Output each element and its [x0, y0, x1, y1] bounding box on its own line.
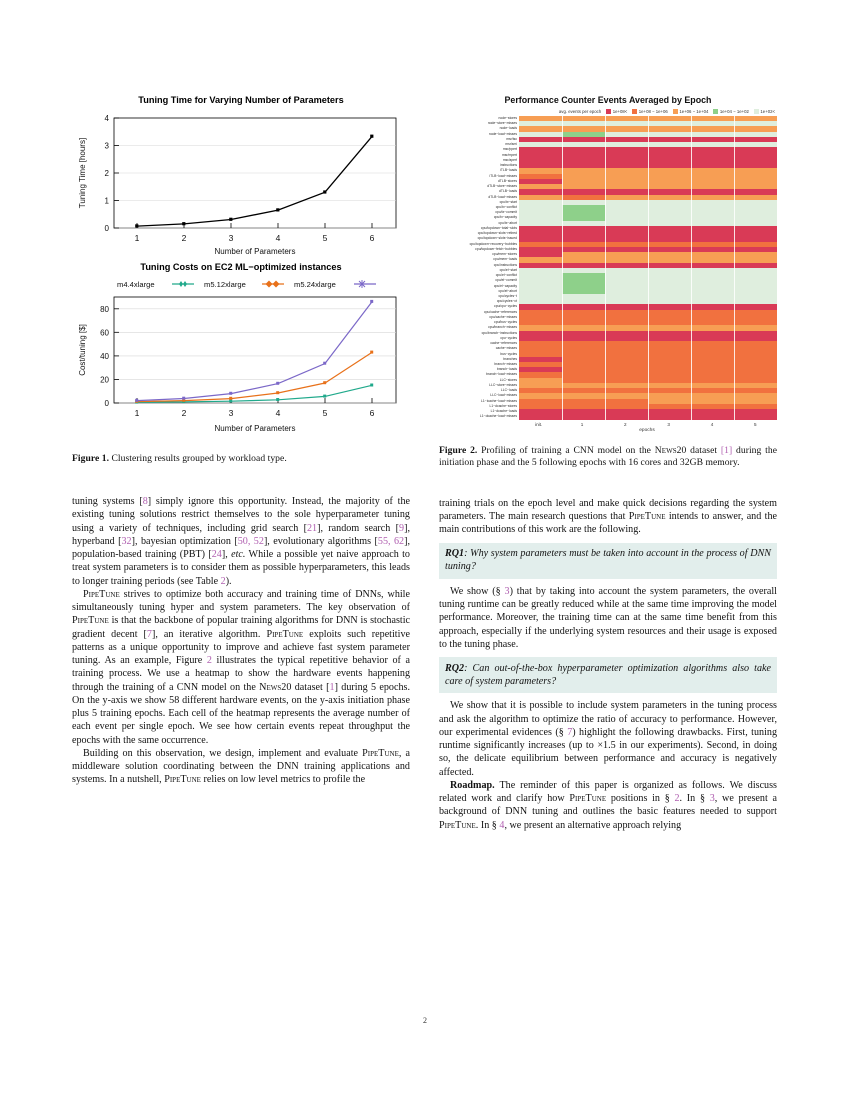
- svg-text:4: 4: [104, 114, 109, 123]
- heatmap-row-label: cpu/tx−start: [499, 199, 517, 204]
- paragraph-right-4: Roadmap. The reminder of this paper is organized as follows. We discuss related work and clarify how PipeTune positions in § 2. In § 3, we present a background of DNN tuning and outlines the basic features needed to support PipeTune. In § 4, we present an alternative approach relying: [439, 779, 777, 831]
- svg-text:40: 40: [100, 351, 109, 361]
- heatmap-row-label: cpu/el−conflict: [495, 273, 517, 278]
- figure-2-caption-citation: [1]: [720, 444, 733, 456]
- heatmap-row-label: L1−dcache−stores: [489, 403, 517, 408]
- heatmap-column-divider: [691, 116, 692, 420]
- svg-text:6: 6: [369, 408, 375, 418]
- heatmap-row-label: cpu/el−capacity: [493, 283, 517, 288]
- heatmap-row-label: cpu/cycles−ct: [496, 299, 517, 304]
- heatmap-row-label: cpu/topdown−total−slots: [480, 225, 517, 230]
- chart2-xlabel: Number of Parameters: [214, 424, 296, 433]
- heatmap-row-label: LLC−stores: [499, 377, 517, 382]
- heatmap-legend: [439, 109, 777, 114]
- chart2-legend-label-1: m5.12xlarge: [204, 280, 246, 289]
- rq1-label: RQ1: [445, 548, 465, 560]
- svg-text:0: 0: [104, 224, 109, 233]
- svg-text:2: 2: [181, 233, 187, 243]
- heatmap-row-label: cache−references: [490, 341, 517, 346]
- figure-2-caption-text-2: dataset: [686, 444, 721, 456]
- heatmap-row-label: node−load−misses: [488, 131, 517, 136]
- svg-text:4: 4: [275, 408, 281, 418]
- left-column: [72, 95, 410, 832]
- svg-text:5: 5: [322, 408, 328, 418]
- heatmap-row-label: LLC−load−misses: [490, 393, 517, 398]
- figure-1-caption: [72, 453, 410, 465]
- heatmap-row-label: cpu/tx−abort: [498, 220, 517, 225]
- svg-text:80: 80: [100, 304, 109, 314]
- paragraph-right-1: training trials on the epoch level and make quick decisions regarding the system parameters. The main research questions that PipeTune intends to answer, and the main contributions of this work are the following.: [439, 497, 777, 536]
- legend-swatch-icon: [606, 109, 611, 114]
- heatmap-row-label: cpu/instructions: [493, 262, 517, 267]
- figure-2: [439, 95, 777, 469]
- figure-1: [72, 95, 410, 465]
- heatmap-row-label: L1−dcache−loads: [490, 409, 517, 414]
- heatmap-column-divider: [562, 116, 563, 420]
- svg-text:60: 60: [100, 328, 109, 338]
- heatmap-row-label: msr/tsc: [506, 136, 517, 141]
- heatmap-row-label: branch−misses: [494, 362, 517, 367]
- svg-text:3: 3: [228, 408, 234, 418]
- heatmap-row-label: cpu/cache−misses: [489, 314, 517, 319]
- heatmap-row-label: node−store−misses: [487, 121, 517, 126]
- rq1-text: : Why system parameters must be taken into account in the process of DNN tuning?: [445, 548, 771, 573]
- chart1-xlabel: Number of Parameters: [214, 247, 296, 256]
- heatmap-title: Performance Counter Events Averaged by Epoch: [504, 95, 712, 105]
- right-column: [439, 95, 777, 832]
- figure-1-caption-label: Figure 1.: [72, 453, 110, 464]
- figure-1-caption-text: Clustering results grouped by workload type.: [109, 453, 287, 464]
- chart1-title: Tuning Time for Varying Number of Parameters: [138, 95, 344, 105]
- rq2-label: RQ2: [445, 662, 465, 674]
- heatmap-row-label: node−stores: [498, 116, 517, 120]
- svg-text:3: 3: [104, 141, 109, 151]
- roadmap-label: Roadmap.: [450, 779, 495, 791]
- heatmap-y-axis-labels: [439, 116, 519, 420]
- svg-text:2: 2: [104, 169, 109, 178]
- legend-item-label: 1e+04 − 1e+02: [719, 109, 749, 114]
- heatmap-row-label: cpu/topdown−slots−retired: [477, 231, 517, 236]
- heatmap-column-divider: [648, 116, 649, 420]
- svg-text:20: 20: [100, 375, 109, 385]
- heatmap-row-label: cpu/topdown−fetch−bubbles: [475, 246, 517, 251]
- page-number: 2: [423, 1016, 427, 1025]
- heatmap-row-label: branch−load−misses: [486, 372, 517, 377]
- heatmap-row-label: branch−loads: [496, 367, 517, 372]
- heatmap-x-tick: 5: [754, 421, 757, 427]
- heatmap-row-label: LLC−store−misses: [489, 382, 517, 387]
- heatmap-xlabel: epochs: [639, 427, 655, 433]
- heatmap-x-tick: 4: [710, 421, 714, 427]
- heatmap-legend-item-3: [713, 109, 749, 114]
- heatmap-row-label: iTLB−loads: [500, 168, 517, 173]
- heatmap-row-label: msr/ppert: [502, 147, 517, 152]
- heatmap-column-divider: [605, 116, 606, 420]
- heatmap-row-label: cpu/tx−commit: [495, 210, 517, 215]
- heatmap-row-label: cpu/el−commit: [495, 278, 517, 283]
- heatmap-row-label: cpu/topdown−recovery−bubbles: [469, 241, 517, 246]
- legend-item-label: 1e+02<: [760, 109, 775, 114]
- heatmap-row-label: cpu/mem−loads: [493, 257, 517, 262]
- heatmap-row-label: L1−dcache−load−misses: [479, 414, 517, 419]
- chart2-svg: [72, 275, 410, 440]
- heatmap-row-label: cache−misses: [495, 346, 517, 351]
- chart2-ylabel: Cost/tuning [$]: [78, 324, 87, 376]
- heatmap-row-label: LLC−loads: [500, 388, 517, 393]
- heatmap-x-tick: 3: [667, 421, 670, 427]
- heatmap-row-label: cpu/tx−conflict: [495, 204, 517, 209]
- heatmap-row-label: cpu/el−start: [499, 267, 517, 272]
- heatmap-row-label: dTLB−load−misses: [488, 194, 517, 199]
- heatmap-row-label: cpu/cache−references: [484, 309, 517, 314]
- chart1-ylabel: Tuning Time [hours]: [78, 137, 87, 209]
- figure-2-caption-text-1: Profiling of training a CNN model on the: [477, 444, 655, 456]
- heatmap-row-label: cpu−cycles: [500, 335, 517, 340]
- paragraph-left-2: PipeTune strives to optimize both accuracy and training time of DNNs, while simultaneously tuning hyper and system parameters. The key observation of PipeTune is that the backbone of popular training algorithms for DNN is stochastic gradient decent [7], an iterative algorithm. PipeTune exploits such repetitive patterns as a unique opportunity to improve and achieve fast system parameter tuning. As an example, Figure 2 illustrates the typical repetitive behavior of a training process. We use a heatmap to show the hardware events happening through the training of a CNN model on the News20 dataset [1] during 5 epochs. On the y-axis we show 58 different hardware events, on the y-axis initiation phase plus 5 training epochs. Each cell of the heatmap represents the average number of each event per single epoch. We see how certain events repeat throughput the epochs with the same occurrence.: [72, 588, 410, 746]
- chart2-plot: [72, 275, 410, 440]
- chart2-legend-label-0: m4.4xlarge: [117, 280, 155, 289]
- heatmap-row-label: node−loads: [499, 126, 517, 131]
- svg-text:3: 3: [228, 233, 234, 243]
- heatmap-row-label: cpu/el−abort: [498, 288, 517, 293]
- heatmap-x-tick: 2: [624, 421, 627, 427]
- heatmap-legend-title: avg. events per epoch: [558, 109, 602, 114]
- heatmap-legend-item-4: [754, 109, 775, 114]
- left-body-text: [72, 495, 410, 787]
- heatmap-column-divider: [734, 116, 735, 420]
- research-question-1: [439, 543, 777, 579]
- paragraph-left-1: tuning systems [8] simply ignore this opportunity. Instead, the majority of the existing tuning solutions restrict themselves to the sole hyperparameter tuning using a variety of techniques, including grid search [21], random search [9], hyperband [32], bayesian optimization [50, 52], evolutionary algorithms [55, 62], population-based training (PBT) [24], etc. While a possible yet naive approach to treat system parameters is to consider them as possible hyperparameters, this leads to longer training periods (see Table 2).: [72, 496, 411, 587]
- heatmap-row-label: instructions: [500, 163, 517, 168]
- figure-2-caption-label: Figure 2.: [439, 444, 478, 456]
- heatmap-body: [439, 116, 777, 420]
- heatmap-legend-item-0: [606, 109, 627, 114]
- figure-2-caption-dataset: News20: [654, 444, 687, 456]
- heatmap-row-label: cpu/topdown−slots−issued: [477, 236, 517, 241]
- heatmap-grid: [519, 116, 777, 420]
- legend-swatch-icon: [673, 109, 678, 114]
- paragraph-right-3: We show that it is possible to include system parameters in the tuning process and ask the algorithm to optimize the ratio of accuracy to performance. However, our experimental evidences (§ 7) highlight the following drawbacks. First, tuning runtime significantly increases (up to ×1.5 in our experiments). Second, in doing so, the delicate equilibrium between performance and accuracy is negatively affected.: [439, 700, 777, 778]
- heatmap-legend-item-1: [632, 109, 668, 114]
- heatmap-row-label: cpu/branch−misses: [488, 325, 517, 330]
- research-question-2: [439, 657, 777, 693]
- heatmap-row-label: cpu/mem−stores: [492, 252, 517, 257]
- heatmap-row-label: cpu/branch−instructions: [481, 330, 517, 335]
- paragraph-right-2: We show (§ 3) that by taking into account the system parameters, the overall tuning runtime can be greatly reduced while at the same time improving the model performance. Moreover, the training time can at the same time benefit from this approach, especially if the underlying system resources and their usage is exposed to the tuning phase.: [439, 585, 777, 650]
- svg-text:1: 1: [134, 408, 140, 418]
- legend-item-label: 1e+08 − 1e+06: [638, 109, 668, 114]
- two-column-layout: [72, 95, 778, 832]
- heatmap-x-tick: 1: [580, 421, 584, 427]
- svg-text:5: 5: [322, 233, 328, 243]
- heatmap-row-label: dTLB−stores: [497, 178, 517, 183]
- legend-item-label: 1e+08<: [612, 109, 628, 114]
- chart1-plot: [72, 108, 410, 258]
- heatmap-row-label: cpu/cycles−t: [498, 293, 517, 298]
- svg-text:0: 0: [104, 399, 109, 408]
- paragraph-left-3: Building on this observation, we design, implement and evaluate PipeTune, a middleware solution coordinating between the DNN training applications and systems. In a nutshell, PipeTune relies on low level metrics to profile the: [72, 747, 411, 786]
- heatmap-row-label: iTLB−load−misses: [489, 173, 517, 178]
- chart2-title: Tuning Costs on EC2 ML−optimized instances: [140, 262, 342, 272]
- heatmap-row-label: bus−cycles: [500, 351, 517, 356]
- legend-item-label: 1e+06 − 1e+04: [679, 109, 709, 114]
- heatmap-x-axis: [517, 420, 777, 429]
- heatmap-row-label: dTLB−store−misses: [487, 184, 517, 189]
- heatmap-row-label: cpu/bus−cycles: [494, 320, 517, 325]
- svg-text:6: 6: [369, 233, 375, 243]
- figure-2-caption: [439, 445, 777, 469]
- heatmap-row-label: dTLB−loads: [499, 189, 517, 194]
- svg-text:1: 1: [104, 196, 109, 206]
- heatmap-row-label: branches: [503, 356, 517, 361]
- heatmap-row-label: msr/smi: [505, 142, 517, 147]
- chart2-legend-label-2: m5.24xlarge: [294, 280, 336, 289]
- heatmap-row-label: cpu/cpu−cycles: [494, 304, 517, 309]
- heatmap-row-label: msr/aperf: [502, 157, 517, 162]
- figure-2-caption-text-3: during the initiation phase and the 5 following epochs with 16 cores and 32GB memory.: [439, 444, 778, 468]
- chart1-svg: [72, 108, 410, 258]
- heatmap-x-tick: init.: [535, 421, 543, 427]
- right-body-text: [439, 497, 777, 832]
- svg-text:2: 2: [181, 408, 187, 418]
- legend-swatch-icon: [754, 109, 759, 114]
- heatmap-row-label: msr/mpert: [501, 152, 517, 157]
- legend-swatch-icon: [632, 109, 637, 114]
- rq2-text: : Can out-of-the-box hyperparameter optimization algorithms also take care of system parameters?: [445, 662, 771, 687]
- heatmap-row-label: cpu/tx−capacity: [493, 215, 517, 220]
- heatmap-legend-item-2: [673, 109, 709, 114]
- svg-text:1: 1: [134, 233, 140, 243]
- svg-text:4: 4: [275, 233, 281, 243]
- legend-swatch-icon: [713, 109, 718, 114]
- heatmap-row-label: L1−icache−load−misses: [481, 398, 517, 403]
